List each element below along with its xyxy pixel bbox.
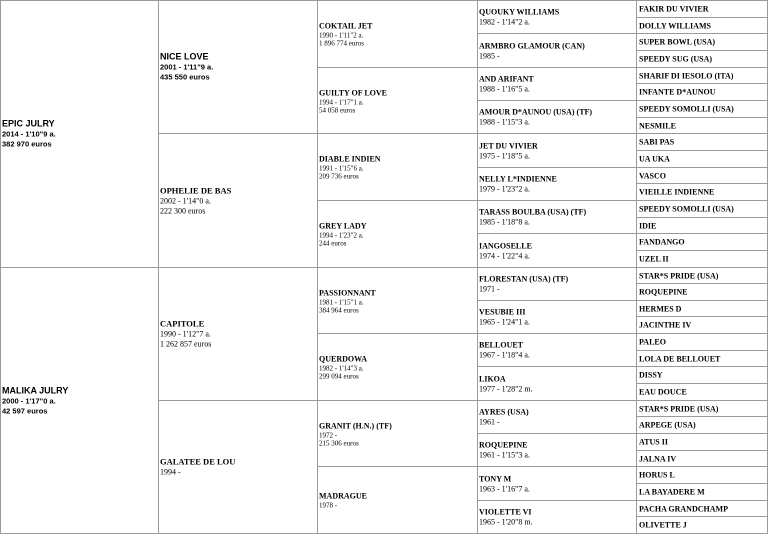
horse-name: VIEILLE INDIENNE xyxy=(639,187,715,197)
pedigree-cell[interactable] xyxy=(158,0,318,134)
pedigree-cell[interactable] xyxy=(636,316,768,334)
pedigree-cell[interactable] xyxy=(158,133,318,268)
horse-name: DISSY xyxy=(639,370,663,380)
horse-name: AND ARIFANT xyxy=(479,74,534,84)
horse-name: INFANTE D*AUNOU xyxy=(639,87,716,97)
pedigree-cell[interactable] xyxy=(477,167,637,201)
pedigree-cell[interactable] xyxy=(636,366,768,384)
horse-name: UA UKA xyxy=(639,154,670,164)
horse-name: NELLY L*INDIENNE xyxy=(479,174,557,184)
horse-earnings: 1 896 774 euros xyxy=(319,39,364,48)
horse-name: SHARIF DI IESOLO (ITA) xyxy=(639,71,734,80)
horse-name: COKTAIL JET xyxy=(319,21,373,31)
horse-name: JALNA IV xyxy=(639,454,677,463)
horse-record: 1994 - 1'23"2 a. xyxy=(319,231,364,240)
horse-record: 1965 - 1'20"8 m. xyxy=(479,517,533,527)
horse-name: JACINTHE IV xyxy=(639,320,692,330)
pedigree-cell[interactable] xyxy=(636,17,768,34)
pedigree-cell[interactable] xyxy=(317,0,478,68)
pedigree-cell[interactable] xyxy=(636,100,768,118)
horse-name: NESMILE xyxy=(639,121,676,130)
horse-record: 1990 - 1'12"7 a. xyxy=(160,329,211,339)
horse-record: 1977 - 1'28"2 m. xyxy=(479,384,533,393)
horse-name: CAPITOLE xyxy=(160,318,205,329)
horse-earnings: 382 970 euros xyxy=(2,139,52,149)
horse-name: EPIC JULRY xyxy=(2,118,55,129)
horse-name: OPHELIE DE BAS xyxy=(160,185,232,195)
horse-name: LA BAYADERE M xyxy=(639,487,705,497)
pedigree-cell[interactable] xyxy=(636,50,768,68)
horse-name: AYRES (USA) xyxy=(479,407,529,417)
horse-name: FLORESTAN (USA) (TF) xyxy=(479,274,569,284)
horse-record: 1994 - 1'17"1 a. xyxy=(319,98,364,106)
horse-name: ARMBRO GLAMOUR (CAN) xyxy=(479,41,585,50)
pedigree-cell[interactable] xyxy=(477,466,637,501)
horse-record: 1965 - 1'24"1 a. xyxy=(479,317,530,327)
horse-name: SPEEDY SUG (USA) xyxy=(639,54,713,64)
pedigree-cell[interactable] xyxy=(477,200,637,234)
pedigree-cell[interactable] xyxy=(158,400,318,534)
horse-record: 1988 - 1'15"3 a. xyxy=(479,117,530,127)
horse-record: 1961 - xyxy=(479,417,500,427)
horse-name: PASSIONNANT xyxy=(319,288,376,297)
pedigree-cell[interactable] xyxy=(636,433,768,451)
pedigree-cell[interactable] xyxy=(317,466,478,534)
horse-name: ROQUEPINE xyxy=(639,287,688,297)
horse-record: 1988 - 1'16"5 a. xyxy=(479,84,530,94)
horse-name: GUILTY OF LOVE xyxy=(319,88,388,97)
horse-name: ARPEGE (USA) xyxy=(639,420,696,430)
pedigree-cell[interactable] xyxy=(477,500,637,534)
pedigree-cell[interactable] xyxy=(636,33,768,51)
pedigree-cell[interactable] xyxy=(636,83,768,101)
horse-earnings: 435 550 euros xyxy=(160,72,210,82)
horse-name: DIABLE INDIEN xyxy=(319,154,381,164)
horse-name: IDIE xyxy=(639,221,657,230)
horse-earnings: 54 058 euros xyxy=(319,106,356,114)
horse-name: ROQUEPINE xyxy=(479,440,528,450)
horse-earnings: 244 euros xyxy=(319,239,347,248)
horse-name: IANGOSELLE xyxy=(479,241,532,250)
pedigree-cell[interactable] xyxy=(636,483,768,501)
pedigree-cell[interactable] xyxy=(477,400,637,434)
pedigree-cell[interactable] xyxy=(0,267,159,534)
horse-record: 1971 - xyxy=(479,284,500,294)
pedigree-cell[interactable] xyxy=(636,333,768,351)
horse-record: 1981 - 1'15"1 a. xyxy=(319,298,364,306)
pedigree-cell[interactable] xyxy=(317,267,478,334)
horse-name: GALATEE DE LOU xyxy=(160,456,236,467)
pedigree-cell[interactable] xyxy=(477,333,637,367)
horse-record: 1978 - xyxy=(319,501,338,510)
pedigree-cell[interactable] xyxy=(636,117,768,134)
horse-record: 1990 - 1'11"2 a. xyxy=(319,31,364,40)
pedigree-cell[interactable] xyxy=(477,100,637,134)
pedigree-cell[interactable] xyxy=(317,200,478,268)
pedigree-cell[interactable] xyxy=(636,200,768,218)
pedigree-cell[interactable] xyxy=(477,233,637,268)
horse-name: SABI PAS xyxy=(639,137,675,147)
horse-name: DOLLY WILLIAMS xyxy=(639,21,711,30)
pedigree-cell[interactable] xyxy=(636,500,768,517)
horse-name: VASCO xyxy=(639,171,666,180)
pedigree-cell[interactable] xyxy=(636,400,768,417)
horse-name: JET DU VIVIER xyxy=(479,141,538,150)
pedigree-cell[interactable] xyxy=(636,217,768,234)
horse-record: 2014 - 1'10"9 a. xyxy=(2,129,56,139)
horse-earnings: 215 306 euros xyxy=(319,439,359,447)
horse-name: UZEL II xyxy=(639,254,669,264)
pedigree-cell[interactable] xyxy=(477,267,637,301)
pedigree-cell[interactable] xyxy=(636,383,768,401)
pedigree-cell[interactable] xyxy=(477,0,637,34)
horse-name: TARASS BOULBA (USA) (TF) xyxy=(479,207,587,217)
horse-name: STAR*S PRIDE (USA) xyxy=(639,404,719,413)
horse-name: AMOUR D*AUNOU (USA) (TF) xyxy=(479,107,593,117)
horse-name: PALEO xyxy=(639,337,666,347)
pedigree-cell[interactable] xyxy=(636,133,768,151)
horse-record: 1975 - 1'18"5 a. xyxy=(479,151,530,160)
pedigree-cell[interactable] xyxy=(636,183,768,201)
horse-name: LIKOA xyxy=(479,374,506,383)
horse-record: 1963 - 1'16"7 a. xyxy=(479,484,530,493)
pedigree-cell[interactable] xyxy=(636,233,768,251)
horse-name: EAU DOUCE xyxy=(639,387,687,397)
horse-earnings: 299 094 euros xyxy=(319,372,359,381)
pedigree-cell[interactable] xyxy=(636,450,768,467)
pedigree-cell[interactable] xyxy=(636,516,768,534)
pedigree-cell[interactable] xyxy=(636,0,768,18)
horse-record: 2001 - 1'11"9 a. xyxy=(160,62,214,72)
pedigree-cell[interactable] xyxy=(636,250,768,268)
horse-name: LOLA DE BELLOUET xyxy=(639,354,721,363)
horse-name: TONY M xyxy=(479,474,512,483)
horse-name: VESUBIE III xyxy=(479,307,526,317)
horse-record: 1994 - xyxy=(160,467,181,477)
horse-name: BELLOUET xyxy=(479,340,524,350)
pedigree-cell[interactable] xyxy=(317,67,478,134)
horse-record: 1979 - 1'23"2 a. xyxy=(479,184,530,194)
horse-name: QUERDOWA xyxy=(319,354,368,364)
horse-name: FAKIR DU VIVIER xyxy=(639,4,709,14)
horse-name: NICE LOVE xyxy=(160,51,209,62)
horse-earnings: 384 964 euros xyxy=(319,306,359,314)
horse-record: 1974 - 1'22"4 a. xyxy=(479,251,530,260)
horse-earnings: 209 736 euros xyxy=(319,172,359,181)
pedigree-cell[interactable] xyxy=(636,283,768,301)
horse-name: QUOUKY WILLIAMS xyxy=(479,7,560,17)
horse-name: SUPER BOWL (USA) xyxy=(639,37,716,47)
horse-name: MADRAGUE xyxy=(319,491,367,501)
horse-name: SPEEDY SOMOLLI (USA) xyxy=(639,104,734,114)
pedigree-cell[interactable] xyxy=(317,400,478,467)
horse-record: 1985 - 1'18"8 a. xyxy=(479,217,530,227)
pedigree-cell[interactable] xyxy=(477,433,637,467)
horse-record: 1985 - xyxy=(479,51,500,60)
horse-name: OLIVETTE J xyxy=(639,520,687,530)
horse-name: PACHA GRANDCHAMP xyxy=(639,504,728,513)
pedigree-cell[interactable] xyxy=(477,133,637,168)
horse-name: HORUS L xyxy=(639,470,675,480)
horse-name: VIOLETTE VI xyxy=(479,507,532,517)
horse-record: 1967 - 1'18"4 a. xyxy=(479,350,530,360)
pedigree-cell[interactable] xyxy=(477,33,637,68)
horse-record: 1982 - 1'14"3 a. xyxy=(319,364,364,373)
horse-name: ATUS II xyxy=(639,437,668,447)
pedigree-cell[interactable] xyxy=(317,333,478,401)
horse-name: MALIKA JULRY xyxy=(2,385,69,395)
horse-record: 2002 - 1'14"0 a. xyxy=(160,196,211,205)
horse-record: 1972 - xyxy=(319,431,338,439)
horse-earnings: 42 597 euros xyxy=(2,406,48,415)
pedigree-cell[interactable] xyxy=(636,267,768,284)
horse-name: GRANIT (H.N.) (TF) xyxy=(319,421,392,430)
pedigree-cell[interactable] xyxy=(158,267,318,401)
horse-earnings: 1 262 857 euros xyxy=(160,339,212,349)
pedigree-cell[interactable] xyxy=(636,466,768,484)
horse-name: STAR*S PRIDE (USA) xyxy=(639,271,719,280)
pedigree-cell[interactable] xyxy=(636,167,768,184)
horse-record: 1991 - 1'15"6 a. xyxy=(319,164,364,173)
pedigree-cell[interactable] xyxy=(636,150,768,168)
pedigree-cell[interactable] xyxy=(477,300,637,334)
pedigree-cell[interactable] xyxy=(636,300,768,317)
horse-record: 2000 - 1'17"0 a. xyxy=(2,396,56,405)
horse-name: HERMES D xyxy=(639,304,682,313)
pedigree-cell[interactable] xyxy=(636,350,768,367)
horse-earnings: 222 300 euros xyxy=(160,206,206,215)
horse-record: 1961 - 1'15"3 a. xyxy=(479,450,530,460)
horse-name: GREY LADY xyxy=(319,221,367,231)
horse-name: FANDANGO xyxy=(639,237,685,247)
pedigree-cell[interactable] xyxy=(477,67,637,101)
pedigree-cell[interactable] xyxy=(636,67,768,84)
horse-record: 1982 - 1'14"2 a. xyxy=(479,17,530,27)
pedigree-cell[interactable] xyxy=(477,366,637,401)
pedigree-cell[interactable] xyxy=(317,133,478,201)
pedigree-cell[interactable] xyxy=(0,0,159,268)
pedigree-cell[interactable] xyxy=(636,416,768,434)
horse-name: SPEEDY SOMOLLI (USA) xyxy=(639,204,734,214)
